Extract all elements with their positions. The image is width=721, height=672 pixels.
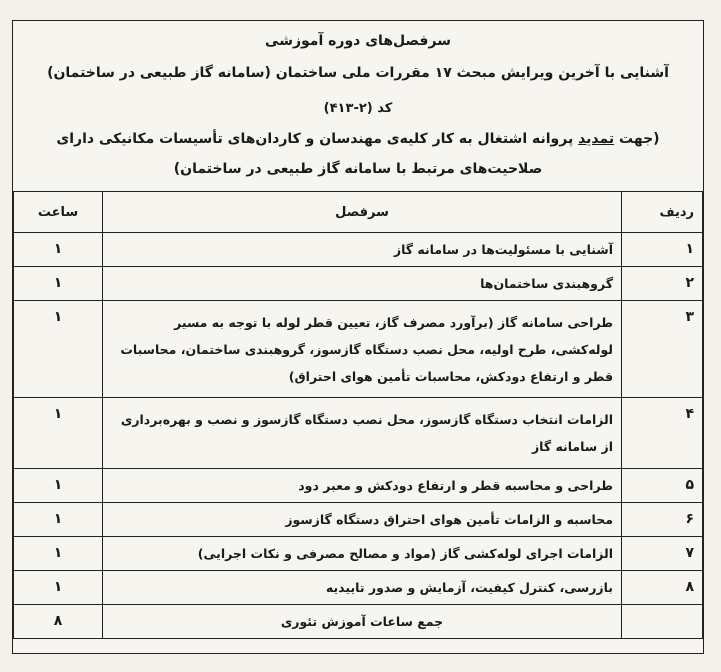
table-row: [14, 398, 703, 469]
row-hours: ۱: [14, 301, 103, 398]
table-row: [14, 537, 703, 571]
row-title: الزامات انتخاب دستگاه گازسوز، محل نصب دستگاه گازسوز و نصب و بهره‌برداری از سامانه گاز: [103, 398, 622, 469]
row-hours: ۱: [14, 503, 103, 537]
course-title: سرفصل‌های دوره آموزشی: [265, 33, 451, 49]
row-title: طراحی سامانه گاز (برآورد مصرف گاز، تعیین قطر لوله با توجه به مسیر لوله‌کشی، طرح اولیه، محل نصب دستگاه گازسوز، گروهبندی ساختمان، محاسبات قطر و ارتفاع دودکش، محاسبات تأمین هوای احتراق): [103, 301, 622, 398]
row-hours: ۱: [14, 233, 103, 267]
row-number: ۱: [622, 233, 703, 267]
row-hours: ۱: [14, 267, 103, 301]
total-label: جمع ساعات آموزش تئوری: [103, 605, 622, 639]
row-title: طراحی و محاسبه قطر و ارتفاع دودکش و معبر دود: [103, 469, 622, 503]
row-title: آشنایی با مسئولیت‌ها در سامانه گاز: [103, 233, 622, 267]
course-note-line1: [21, 131, 695, 147]
table-header-row: [14, 192, 703, 233]
row-title: بازرسی، کنترل کیفیت، آزمایش و صدور تاییدیه: [103, 571, 622, 605]
course-subtitle: آشنایی با آخرین ویرایش مبحث ۱۷ مقررات ملی ساختمان (سامانه گاز طبیعی در ساختمان): [47, 65, 669, 81]
table-row: [14, 233, 703, 267]
total-hours: ۸: [14, 605, 103, 639]
row-title: الزامات اجرای لوله‌کشی گاز (مواد و مصالح مصرفی و نکات اجرایی): [103, 537, 622, 571]
row-number: ۴: [622, 398, 703, 469]
table-row: [14, 301, 703, 398]
table-row: [14, 267, 703, 301]
row-hours: ۱: [14, 469, 103, 503]
row-hours: ۱: [14, 398, 103, 469]
row-number: ۲: [622, 267, 703, 301]
column-header-hours: ساعت: [14, 192, 103, 233]
row-number: ۶: [622, 503, 703, 537]
note-part2: پروانه اشتغال به کار کلیه‌ی مهندسان و کاردان‌های تأسیسات مکانیکی دارای: [56, 131, 574, 147]
column-header-title: سرفصل: [103, 192, 622, 233]
row-hours: ۱: [14, 571, 103, 605]
table-row: [14, 571, 703, 605]
note-underlined: تمدید: [578, 131, 615, 147]
note-part1: (جهت: [619, 131, 660, 147]
row-title: محاسبه و الزامات تأمین هوای احتراق دستگاه گازسوز: [103, 503, 622, 537]
table-row: [14, 503, 703, 537]
row-title: گروهبندی ساختمان‌ها: [103, 267, 622, 301]
row-number: ۸: [622, 571, 703, 605]
course-document: [12, 20, 704, 654]
course-code: کد (۲-۴۱۳): [323, 101, 393, 116]
document-header: [13, 21, 703, 192]
row-number: ۳: [622, 301, 703, 398]
column-header-radif: ردیف: [622, 192, 703, 233]
course-note-line2: صلاحیت‌های مرتبط با سامانه گاز طبیعی در ساختمان): [173, 161, 543, 177]
table-row: [14, 469, 703, 503]
total-row: [14, 605, 703, 639]
row-number: ۷: [622, 537, 703, 571]
syllabus-table: [13, 191, 703, 639]
row-number: ۵: [622, 469, 703, 503]
row-hours: ۱: [14, 537, 103, 571]
total-empty-cell: [622, 605, 703, 639]
